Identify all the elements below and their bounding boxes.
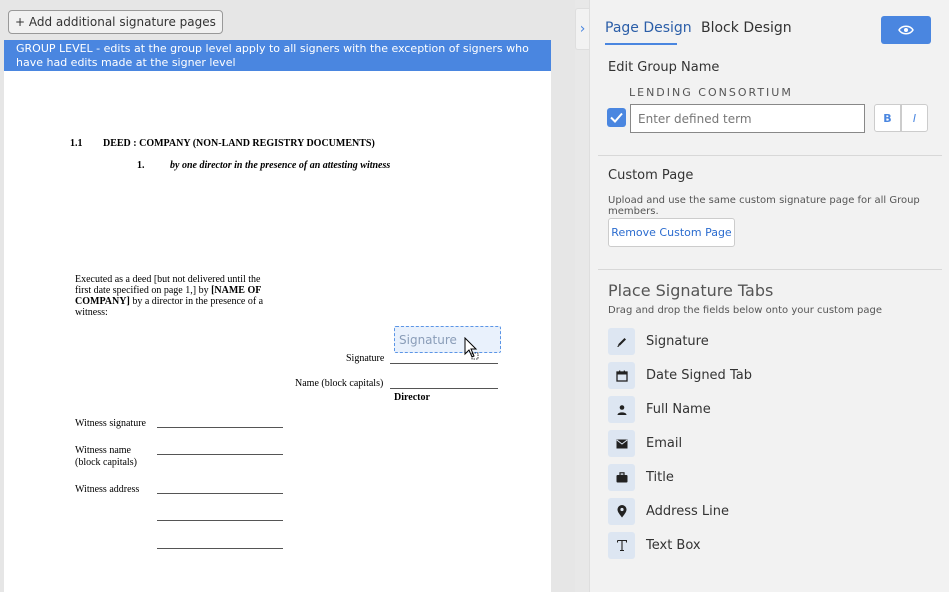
signature-tab-title[interactable] [608,464,908,491]
signature-tab-signature[interactable] [608,328,908,355]
exec-line-2-text: first date specified on page 1,] by [75,285,212,296]
tab-block-design[interactable]: Block Design [701,20,792,36]
signature-tab-text-box[interactable] [608,532,908,559]
edit-group-name-title: Edit Group Name [608,60,720,75]
execution-clause [75,274,275,318]
add-signature-pages-button[interactable]: + Add additional signature pages [8,10,223,34]
sub-number: 1. [137,160,145,171]
active-tab-indicator [605,43,677,45]
preview-button[interactable] [881,16,931,44]
pen-icon [608,328,635,355]
signature-label: Signature [346,353,385,364]
witness-address-line-2 [157,520,283,521]
collapse-panel-toggle[interactable]: › [575,8,589,50]
witness-name-label: Witness name [75,445,131,456]
signature-line [390,363,498,364]
exec-line-4: witness: [75,307,108,318]
signature-tab-full-name[interactable] [608,396,908,423]
witness-address-line-1 [157,493,283,494]
envelope-icon [608,430,635,457]
exec-line-3-text: by a director in the presence of a [129,296,264,307]
title-tab-label: Title [646,470,674,485]
group-level-banner: GROUP LEVEL - edits at the group level apply to all signers with the exception of signers who have had edits made at the signer level [4,40,551,71]
name-block-label: Name (block capitals) [295,378,384,389]
full-name-tab-label: Full Name [646,402,711,417]
eye-icon [898,24,914,36]
exec-line-1: Executed as a deed [but not delivered until the [75,274,261,285]
drag-cursor-icon [463,337,481,361]
tab-page-design[interactable]: Page Design [605,20,692,36]
heading-text: DEED : COMPANY (NON-LAND REGISTRY DOCUMENTS) [103,138,375,149]
signature-tab-email[interactable] [608,430,908,457]
director-label: Director [394,392,430,403]
text-box-tab-label: Text Box [646,538,701,553]
signature-page-document [4,71,551,592]
remove-custom-page-button[interactable]: Remove Custom Page [608,218,735,247]
group-name-label: LENDING CONSORTIUM [629,86,793,99]
heading-number: 1.1 [70,138,83,149]
text-icon [608,532,635,559]
defined-term-input[interactable] [630,104,865,133]
name-line [390,388,498,389]
date-signed-tab-label: Date Signed Tab [646,368,752,383]
witness-address-line-3 [157,548,283,549]
section-divider [598,269,942,270]
exec-line-2-bold: [NAME OF [211,285,262,296]
signature-tab-label: Signature [646,334,709,349]
address-line-tab-label: Address Line [646,504,729,519]
witness-address-label: Witness address [75,484,140,495]
witness-signature-line [157,427,283,428]
place-tabs-description: Drag and drop the fields below onto your custom page [608,305,882,316]
witness-name-line [157,454,283,455]
design-panel [589,0,949,592]
bold-button[interactable]: B [874,104,901,132]
exec-line-3 [75,296,275,307]
signature-tab-date-signed[interactable] [608,362,908,389]
section-divider [598,155,942,156]
signature-field[interactable]: Signature [394,326,501,353]
person-icon [608,396,635,423]
witness-signature-label: Witness signature [75,418,146,429]
place-signature-tabs-title: Place Signature Tabs [608,281,774,300]
custom-page-title: Custom Page [608,168,694,183]
checkmark-icon [610,112,623,123]
email-tab-label: Email [646,436,683,451]
custom-page-description: Upload and use the same custom signature page for all Group members. [608,195,920,217]
location-pin-icon [608,498,635,525]
briefcase-icon [608,464,635,491]
signature-tab-address-line[interactable] [608,498,908,525]
exec-line-2 [75,285,275,296]
witness-name-sublabel: (block capitals) [75,457,137,468]
exec-line-3-bold: COMPANY] [75,296,130,307]
sub-text: by one director in the presence of an attesting witness [170,160,391,171]
defined-term-checkbox[interactable] [607,108,626,127]
calendar-icon [608,362,635,389]
italic-button[interactable]: I [901,104,928,132]
